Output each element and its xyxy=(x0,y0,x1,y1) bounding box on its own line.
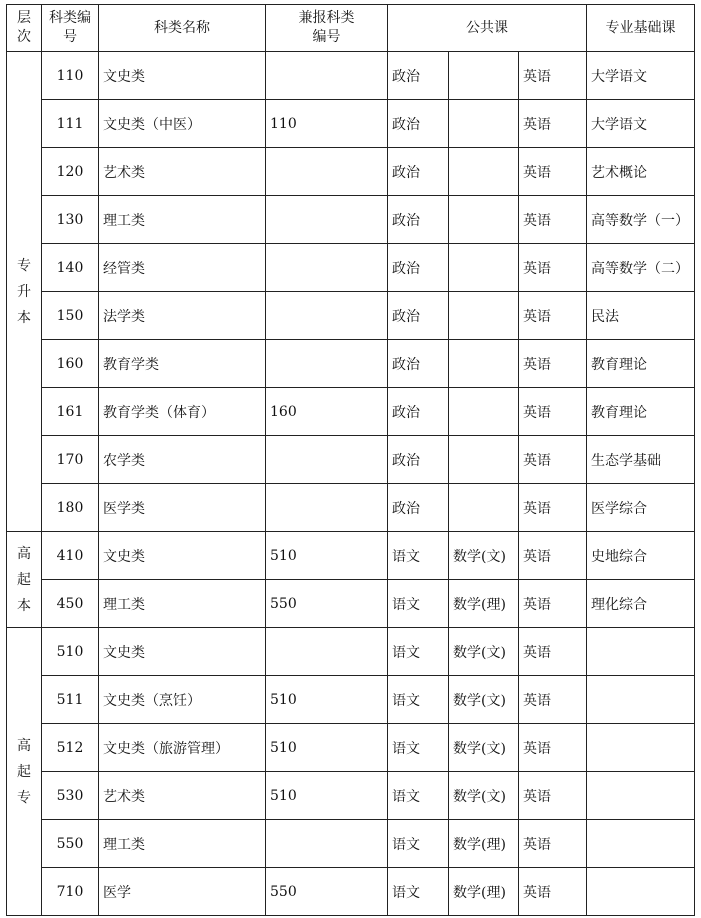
public-course-1-cell: 语文 xyxy=(388,628,449,676)
name-cell: 经管类 xyxy=(99,244,266,292)
name-cell: 文史类（旅游管理） xyxy=(99,724,266,772)
public-course-2-cell: 数学(文) xyxy=(449,724,519,772)
table-row xyxy=(7,676,695,724)
table-row xyxy=(7,532,695,580)
name-cell: 医学类 xyxy=(99,484,266,532)
public-course-2-cell: 数学(理) xyxy=(449,580,519,628)
name-cell: 理工类 xyxy=(99,196,266,244)
table-row xyxy=(7,388,695,436)
header-name: 科类名称 xyxy=(99,5,266,52)
public-course-3-cell: 英语 xyxy=(519,532,587,580)
dual-code-cell xyxy=(266,292,388,340)
header-level: 层次 xyxy=(7,5,42,52)
name-cell: 医学 xyxy=(99,868,266,916)
table-row xyxy=(7,580,695,628)
public-course-1-cell: 语文 xyxy=(388,724,449,772)
dual-code-cell: 110 xyxy=(266,100,388,148)
code-cell: 530 xyxy=(42,772,99,820)
dual-code-cell xyxy=(266,436,388,484)
name-cell: 文史类 xyxy=(99,628,266,676)
header-major: 专业基础课 xyxy=(587,5,695,52)
public-course-1-cell: 政治 xyxy=(388,292,449,340)
public-course-2-cell xyxy=(449,244,519,292)
major-course-cell: 民法 xyxy=(587,292,695,340)
header-row xyxy=(7,5,695,52)
major-course-cell: 大学语文 xyxy=(587,52,695,100)
code-cell: 120 xyxy=(42,148,99,196)
major-course-cell: 高等数学（二） xyxy=(587,244,695,292)
table-row xyxy=(7,148,695,196)
table-row xyxy=(7,868,695,916)
public-course-3-cell: 英语 xyxy=(519,772,587,820)
table-row xyxy=(7,292,695,340)
major-course-cell: 医学综合 xyxy=(587,484,695,532)
code-cell: 511 xyxy=(42,676,99,724)
code-cell: 710 xyxy=(42,868,99,916)
table-row xyxy=(7,196,695,244)
dual-code-cell xyxy=(266,196,388,244)
name-cell: 艺术类 xyxy=(99,148,266,196)
table-row xyxy=(7,628,695,676)
public-course-3-cell: 英语 xyxy=(519,196,587,244)
public-course-1-cell: 政治 xyxy=(388,148,449,196)
code-cell: 150 xyxy=(42,292,99,340)
public-course-1-cell: 政治 xyxy=(388,196,449,244)
table-row xyxy=(7,340,695,388)
public-course-2-cell: 数学(文) xyxy=(449,628,519,676)
code-cell: 130 xyxy=(42,196,99,244)
public-course-3-cell: 英语 xyxy=(519,820,587,868)
public-course-2-cell xyxy=(449,388,519,436)
header-public: 公共课 xyxy=(388,5,587,52)
dual-code-cell: 510 xyxy=(266,724,388,772)
name-cell: 教育学类（体育） xyxy=(99,388,266,436)
public-course-1-cell: 语文 xyxy=(388,532,449,580)
dual-code-cell xyxy=(266,148,388,196)
code-cell: 410 xyxy=(42,532,99,580)
major-course-cell xyxy=(587,772,695,820)
level-cell xyxy=(7,532,42,628)
table-row xyxy=(7,772,695,820)
public-course-1-cell: 政治 xyxy=(388,388,449,436)
public-course-2-cell xyxy=(449,196,519,244)
header-dual-code: 兼报科类编号 xyxy=(266,5,388,52)
header-code: 科类编号 xyxy=(42,5,99,52)
name-cell: 法学类 xyxy=(99,292,266,340)
public-course-2-cell: 数学(文) xyxy=(449,772,519,820)
public-course-3-cell: 英语 xyxy=(519,340,587,388)
code-cell: 110 xyxy=(42,52,99,100)
public-course-2-cell xyxy=(449,484,519,532)
public-course-1-cell: 政治 xyxy=(388,340,449,388)
dual-code-cell xyxy=(266,820,388,868)
level-label: 高 起 专 xyxy=(17,737,31,806)
public-course-3-cell: 英语 xyxy=(519,868,587,916)
public-course-3-cell: 英语 xyxy=(519,52,587,100)
name-cell: 理工类 xyxy=(99,580,266,628)
dual-code-cell: 510 xyxy=(266,532,388,580)
name-cell: 文史类（烹饪） xyxy=(99,676,266,724)
public-course-3-cell: 英语 xyxy=(519,484,587,532)
public-course-1-cell: 政治 xyxy=(388,100,449,148)
public-course-1-cell: 语文 xyxy=(388,580,449,628)
dual-code-cell: 550 xyxy=(266,868,388,916)
public-course-2-cell xyxy=(449,292,519,340)
name-cell: 农学类 xyxy=(99,436,266,484)
public-course-3-cell: 英语 xyxy=(519,676,587,724)
name-cell: 文史类（中医） xyxy=(99,100,266,148)
public-course-3-cell: 英语 xyxy=(519,388,587,436)
public-course-2-cell: 数学(文) xyxy=(449,532,519,580)
code-cell: 111 xyxy=(42,100,99,148)
major-course-cell xyxy=(587,820,695,868)
major-course-cell xyxy=(587,676,695,724)
major-course-cell xyxy=(587,724,695,772)
code-cell: 160 xyxy=(42,340,99,388)
public-course-3-cell: 英语 xyxy=(519,436,587,484)
public-course-1-cell: 政治 xyxy=(388,484,449,532)
public-course-3-cell: 英语 xyxy=(519,628,587,676)
major-course-cell: 大学语文 xyxy=(587,100,695,148)
public-course-1-cell: 政治 xyxy=(388,436,449,484)
level-label: 专 升 本 xyxy=(17,257,31,326)
public-course-3-cell: 英语 xyxy=(519,292,587,340)
name-cell: 理工类 xyxy=(99,820,266,868)
level-cell xyxy=(7,52,42,532)
public-course-2-cell: 数学(理) xyxy=(449,820,519,868)
major-course-cell: 教育理论 xyxy=(587,340,695,388)
dual-code-cell: 510 xyxy=(266,676,388,724)
name-cell: 文史类 xyxy=(99,52,266,100)
code-cell: 180 xyxy=(42,484,99,532)
dual-code-cell xyxy=(266,244,388,292)
dual-code-cell: 510 xyxy=(266,772,388,820)
public-course-2-cell xyxy=(449,148,519,196)
public-course-2-cell: 数学(文) xyxy=(449,676,519,724)
major-course-cell xyxy=(587,628,695,676)
table-row xyxy=(7,436,695,484)
dual-code-cell xyxy=(266,340,388,388)
level-label: 高 起 本 xyxy=(17,545,31,614)
public-course-2-cell xyxy=(449,340,519,388)
table-row xyxy=(7,52,695,100)
public-course-1-cell: 政治 xyxy=(388,244,449,292)
table-row xyxy=(7,484,695,532)
public-course-2-cell xyxy=(449,436,519,484)
major-course-cell: 艺术概论 xyxy=(587,148,695,196)
table-row xyxy=(7,820,695,868)
public-course-1-cell: 语文 xyxy=(388,676,449,724)
public-course-3-cell: 英语 xyxy=(519,724,587,772)
code-cell: 512 xyxy=(42,724,99,772)
major-course-cell: 理化综合 xyxy=(587,580,695,628)
major-course-cell: 史地综合 xyxy=(587,532,695,580)
public-course-2-cell xyxy=(449,100,519,148)
public-course-2-cell xyxy=(449,52,519,100)
code-cell: 550 xyxy=(42,820,99,868)
public-course-1-cell: 语文 xyxy=(388,868,449,916)
level-cell xyxy=(7,628,42,916)
table-row xyxy=(7,100,695,148)
public-course-2-cell: 数学(理) xyxy=(449,868,519,916)
dual-code-cell: 550 xyxy=(266,580,388,628)
name-cell: 教育学类 xyxy=(99,340,266,388)
code-cell: 510 xyxy=(42,628,99,676)
code-cell: 140 xyxy=(42,244,99,292)
major-course-cell xyxy=(587,868,695,916)
table-row xyxy=(7,724,695,772)
dual-code-cell xyxy=(266,52,388,100)
public-course-3-cell: 英语 xyxy=(519,244,587,292)
major-course-cell: 教育理论 xyxy=(587,388,695,436)
public-course-3-cell: 英语 xyxy=(519,580,587,628)
public-course-1-cell: 政治 xyxy=(388,52,449,100)
major-course-cell: 生态学基础 xyxy=(587,436,695,484)
code-cell: 161 xyxy=(42,388,99,436)
table-body xyxy=(7,52,695,916)
dual-code-cell xyxy=(266,628,388,676)
subject-category-table xyxy=(6,4,695,916)
major-course-cell: 高等数学（一） xyxy=(587,196,695,244)
dual-code-cell: 160 xyxy=(266,388,388,436)
public-course-3-cell: 英语 xyxy=(519,148,587,196)
table-row xyxy=(7,244,695,292)
code-cell: 450 xyxy=(42,580,99,628)
public-course-1-cell: 语文 xyxy=(388,820,449,868)
code-cell: 170 xyxy=(42,436,99,484)
dual-code-cell xyxy=(266,484,388,532)
name-cell: 文史类 xyxy=(99,532,266,580)
name-cell: 艺术类 xyxy=(99,772,266,820)
public-course-1-cell: 语文 xyxy=(388,772,449,820)
public-course-3-cell: 英语 xyxy=(519,100,587,148)
